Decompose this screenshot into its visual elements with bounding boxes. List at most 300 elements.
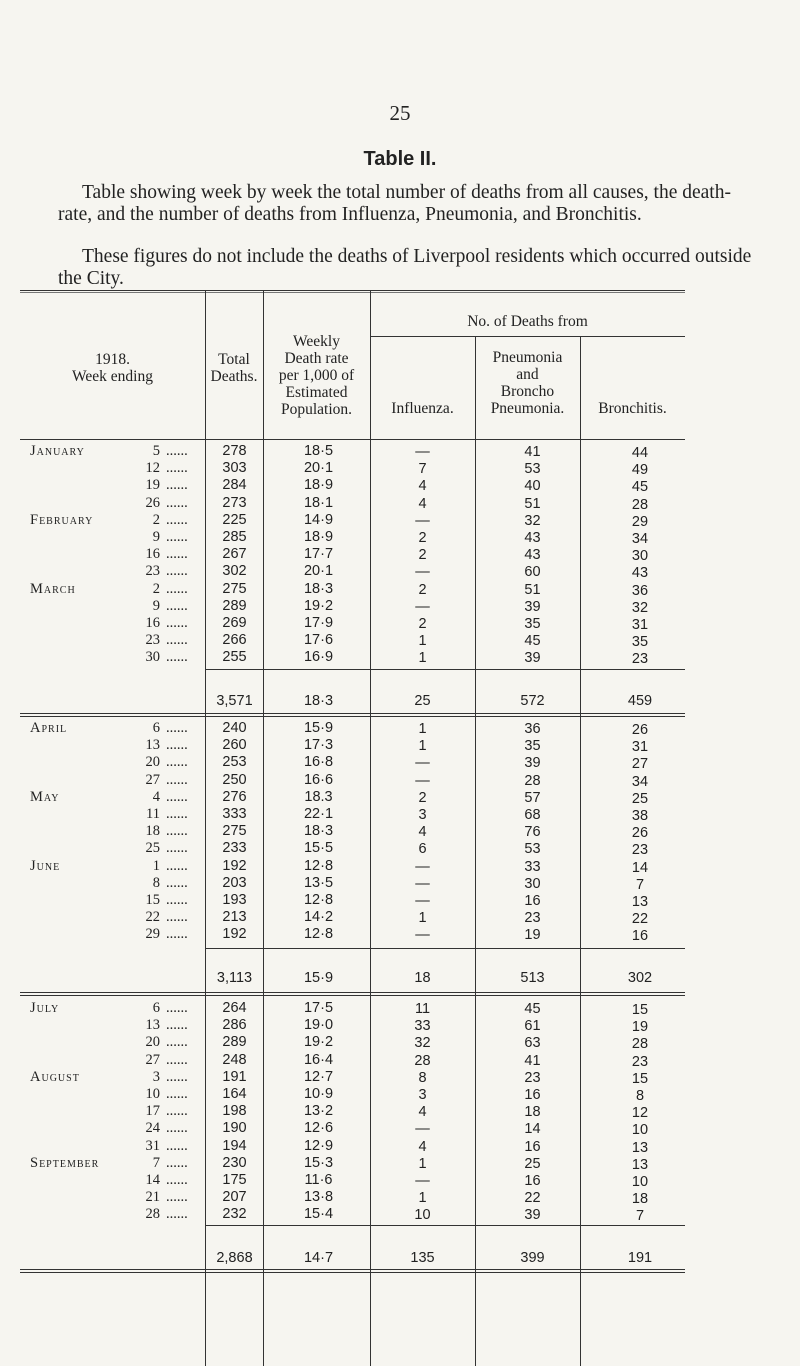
pneumonia-deaths: 53 bbox=[524, 841, 541, 858]
table-row bbox=[20, 754, 685, 772]
q2-sum-bottom2 bbox=[20, 995, 685, 996]
leader-dots: ...... bbox=[166, 597, 188, 614]
leader-dots: ...... bbox=[166, 511, 188, 528]
total-deaths: 285 bbox=[222, 529, 247, 545]
table-row bbox=[20, 789, 685, 807]
bronchitis-deaths: 14 bbox=[631, 859, 649, 876]
death-rate: 19·0 bbox=[303, 1017, 334, 1034]
influenza-deaths: 1 bbox=[418, 910, 427, 927]
table-row bbox=[20, 632, 685, 650]
influenza-deaths: 4 bbox=[418, 1104, 427, 1121]
leader-dots: ...... bbox=[166, 806, 188, 822]
week-day: 16 bbox=[145, 615, 160, 631]
bronchitis-deaths: 31 bbox=[631, 617, 649, 633]
bronchitis-deaths: 13 bbox=[631, 1156, 649, 1173]
week-day: 14 bbox=[145, 1172, 160, 1188]
pneumonia-deaths: 33 bbox=[524, 858, 541, 875]
bronchitis-deaths: 15 bbox=[631, 1002, 649, 1018]
week-day: 23 bbox=[145, 563, 160, 580]
influenza-deaths: — bbox=[415, 858, 430, 875]
week-day: 4 bbox=[152, 788, 160, 805]
influenza-deaths: 2 bbox=[418, 530, 427, 546]
influenza-deaths: 2 bbox=[418, 616, 427, 632]
header-rate-line4: Estimated bbox=[285, 384, 348, 401]
pneumonia-deaths: 76 bbox=[524, 824, 541, 841]
pneumonia-deaths: 16 bbox=[524, 893, 541, 909]
table-row bbox=[20, 615, 685, 633]
death-rate: 14·2 bbox=[303, 909, 334, 926]
death-rate: 13·8 bbox=[303, 1189, 334, 1206]
influenza-deaths: — bbox=[415, 875, 430, 892]
influenza-deaths: — bbox=[415, 564, 430, 581]
influenza-deaths: — bbox=[415, 444, 430, 460]
death-rate: 12·7 bbox=[303, 1068, 334, 1085]
table-body bbox=[20, 0, 685, 1364]
bronchitis-deaths: 10 bbox=[631, 1174, 649, 1190]
week-day: 25 bbox=[145, 840, 160, 857]
total-deaths: 253 bbox=[222, 754, 247, 771]
bronchitis-deaths-total: 459 bbox=[627, 692, 653, 709]
pneumonia-deaths: 61 bbox=[524, 1018, 541, 1035]
total-deaths: 264 bbox=[222, 1000, 247, 1016]
total-deaths: 191 bbox=[222, 1068, 247, 1085]
quarter-total-row bbox=[20, 693, 685, 711]
week-day: 13 bbox=[145, 737, 160, 754]
total-deaths: 269 bbox=[222, 615, 247, 631]
influenza-deaths: — bbox=[415, 1121, 430, 1138]
leader-dots: ...... bbox=[166, 477, 188, 494]
q2-sum-bottom bbox=[20, 992, 685, 993]
bronchitis-deaths: 26 bbox=[631, 722, 649, 738]
total-deaths: 190 bbox=[222, 1120, 247, 1137]
table-row bbox=[20, 772, 685, 790]
total-deaths: 232 bbox=[222, 1206, 247, 1223]
leader-dots: ...... bbox=[166, 546, 188, 563]
total-deaths-total: 3,113 bbox=[216, 969, 253, 986]
death-rate: 19·2 bbox=[303, 1034, 334, 1051]
week-day: 2 bbox=[152, 511, 160, 528]
table-row bbox=[20, 581, 685, 599]
pneumonia-deaths: 68 bbox=[524, 807, 541, 823]
total-deaths: 266 bbox=[222, 632, 247, 649]
death-rate-total: 18·3 bbox=[303, 692, 334, 709]
table-title: Table II. bbox=[363, 148, 437, 170]
leader-dots: ...... bbox=[166, 1172, 188, 1188]
header-bronchitis: Bronchitis. bbox=[598, 400, 667, 417]
leader-dots: ...... bbox=[166, 529, 188, 545]
total-deaths: 194 bbox=[222, 1137, 247, 1154]
table-row bbox=[20, 495, 685, 513]
week-day: 20 bbox=[145, 1034, 160, 1051]
week-day: 2 bbox=[152, 580, 160, 597]
bronchitis-deaths: 23 bbox=[631, 842, 649, 859]
leader-dots: ...... bbox=[166, 1120, 188, 1137]
leader-dots: ...... bbox=[166, 494, 188, 511]
bronchitis-deaths: 16 bbox=[631, 928, 649, 945]
table-row bbox=[20, 1155, 685, 1173]
week-month: May bbox=[30, 788, 60, 805]
week-day: 6 bbox=[152, 1000, 160, 1016]
death-rate: 18.3 bbox=[304, 788, 333, 805]
week-day: 22 bbox=[145, 909, 160, 926]
pneumonia-deaths: 39 bbox=[524, 1207, 541, 1224]
death-rate: 11·6 bbox=[304, 1172, 333, 1188]
table-row bbox=[20, 875, 685, 893]
pneumonia-deaths: 39 bbox=[524, 650, 541, 667]
influenza-deaths: — bbox=[415, 893, 430, 909]
week-day: 24 bbox=[145, 1120, 160, 1137]
pneumonia-deaths: 53 bbox=[524, 461, 541, 478]
week-month: June bbox=[30, 857, 61, 874]
bronchitis-deaths: 8 bbox=[635, 1088, 645, 1104]
table-row bbox=[20, 649, 685, 667]
pneumonia-deaths: 51 bbox=[524, 581, 541, 598]
week-day: 29 bbox=[145, 926, 160, 943]
bronchitis-deaths-total: 302 bbox=[627, 969, 653, 986]
week-month: July bbox=[30, 1000, 60, 1016]
pneumonia-deaths: 40 bbox=[524, 478, 541, 495]
influenza-deaths: 4 bbox=[418, 824, 427, 841]
quarter-total-row bbox=[20, 970, 685, 988]
header-total-line1: Total bbox=[218, 351, 250, 368]
death-rate: 17·9 bbox=[303, 615, 334, 631]
leader-dots: ...... bbox=[166, 1137, 188, 1154]
total-deaths: 276 bbox=[222, 788, 247, 805]
week-day: 9 bbox=[152, 529, 160, 545]
week-month: August bbox=[30, 1068, 80, 1085]
week-day: 12 bbox=[145, 460, 160, 477]
bronchitis-deaths: 7 bbox=[635, 876, 645, 893]
leader-dots: ...... bbox=[166, 1154, 188, 1171]
week-day: 31 bbox=[145, 1137, 160, 1154]
week-day: 11 bbox=[146, 806, 160, 822]
table-row bbox=[20, 926, 685, 944]
header-week-label: Week ending bbox=[72, 368, 153, 385]
week-month: February bbox=[30, 511, 94, 528]
table-row bbox=[20, 1120, 685, 1138]
pneumonia-deaths: 14 bbox=[524, 1121, 541, 1138]
bronchitis-deaths: 13 bbox=[631, 894, 649, 910]
bronchitis-deaths: 43 bbox=[631, 565, 649, 582]
table-row bbox=[20, 720, 685, 738]
bronchitis-deaths-total: 191 bbox=[627, 1249, 653, 1266]
header-rate-line2: Death rate bbox=[284, 350, 349, 367]
q3-sum-top bbox=[205, 1225, 685, 1226]
pneumonia-deaths: 41 bbox=[524, 1052, 541, 1069]
table-row bbox=[20, 806, 685, 824]
leader-dots: ...... bbox=[166, 632, 188, 649]
table-row bbox=[20, 840, 685, 858]
bronchitis-deaths: 23 bbox=[631, 651, 649, 668]
bronchitis-deaths: 7 bbox=[635, 1208, 645, 1225]
death-rate: 18·3 bbox=[303, 823, 334, 840]
pneumonia-deaths: 36 bbox=[524, 721, 541, 737]
influenza-deaths: 1 bbox=[418, 1190, 427, 1207]
influenza-deaths: 2 bbox=[418, 789, 427, 806]
influenza-deaths: 4 bbox=[418, 478, 427, 495]
total-deaths: 303 bbox=[222, 460, 247, 477]
leader-dots: ...... bbox=[166, 1086, 188, 1102]
week-day: 8 bbox=[152, 874, 160, 891]
death-rate: 16·8 bbox=[303, 754, 334, 771]
table-note: These figures do not include the deaths of Liverpool residents which occurred outside the City. bbox=[58, 246, 752, 289]
week-month: April bbox=[30, 720, 68, 736]
bronchitis-deaths: 36 bbox=[631, 582, 649, 599]
week-month: January bbox=[30, 443, 85, 459]
pneumonia-deaths: 45 bbox=[524, 1001, 541, 1017]
death-rate: 17·5 bbox=[303, 1000, 334, 1016]
week-day: 6 bbox=[152, 720, 160, 736]
table-row bbox=[20, 1172, 685, 1190]
pneumonia-deaths: 45 bbox=[524, 633, 541, 650]
table-row bbox=[20, 1069, 685, 1087]
leader-dots: ...... bbox=[166, 874, 188, 891]
bronchitis-deaths: 28 bbox=[631, 1036, 649, 1053]
death-rate: 20·1 bbox=[303, 460, 334, 477]
influenza-deaths: — bbox=[415, 927, 430, 944]
influenza-deaths: — bbox=[415, 755, 430, 772]
q3-sum-bottom bbox=[20, 1269, 685, 1270]
death-rate: 12·6 bbox=[303, 1120, 334, 1137]
week-month: September bbox=[30, 1154, 100, 1171]
table-row bbox=[20, 1206, 685, 1224]
death-rate: 22·1 bbox=[303, 806, 334, 822]
influenza-deaths-total: 135 bbox=[410, 1249, 435, 1266]
header-week-year: 1918. bbox=[95, 351, 130, 368]
bronchitis-deaths: 30 bbox=[631, 548, 649, 565]
leader-dots: ...... bbox=[166, 1000, 188, 1016]
pneumonia-deaths: 28 bbox=[524, 772, 541, 789]
total-deaths: 289 bbox=[222, 1034, 247, 1051]
death-rate: 18·9 bbox=[303, 477, 334, 494]
table-row bbox=[20, 823, 685, 841]
week-day: 17 bbox=[145, 1103, 160, 1120]
bronchitis-deaths: 15 bbox=[631, 1070, 649, 1087]
bronchitis-deaths: 38 bbox=[631, 808, 649, 824]
influenza-deaths: 2 bbox=[418, 581, 427, 598]
q2-sum-top bbox=[205, 948, 685, 949]
pneumonia-deaths: 19 bbox=[524, 927, 541, 944]
total-deaths: 289 bbox=[222, 597, 247, 614]
pneumonia-deaths: 57 bbox=[524, 789, 541, 806]
total-deaths: 250 bbox=[222, 771, 247, 788]
bronchitis-deaths: 44 bbox=[631, 445, 649, 461]
death-rate: 18·9 bbox=[303, 529, 334, 545]
total-deaths: 192 bbox=[222, 857, 247, 874]
q1-sum-bottom bbox=[20, 713, 685, 714]
week-day: 30 bbox=[145, 649, 160, 666]
leader-dots: ...... bbox=[166, 1206, 188, 1223]
pneumonia-deaths: 60 bbox=[524, 564, 541, 581]
leader-dots: ...... bbox=[166, 580, 188, 597]
week-day: 1 bbox=[152, 857, 160, 874]
pneumonia-deaths: 16 bbox=[524, 1138, 541, 1155]
table-row bbox=[20, 477, 685, 495]
leader-dots: ...... bbox=[166, 771, 188, 788]
bronchitis-deaths: 18 bbox=[631, 1191, 649, 1208]
death-rate: 20·1 bbox=[303, 563, 334, 580]
total-deaths: 284 bbox=[222, 477, 247, 494]
total-deaths: 203 bbox=[222, 874, 247, 891]
influenza-deaths: 3 bbox=[418, 807, 427, 823]
header-pneumonia-line2: and bbox=[516, 366, 539, 383]
table-row bbox=[20, 443, 685, 461]
pneumonia-deaths: 51 bbox=[524, 495, 541, 512]
death-rate: 15·5 bbox=[303, 840, 334, 857]
pneumonia-deaths: 23 bbox=[524, 1069, 541, 1086]
table-row bbox=[20, 858, 685, 876]
influenza-deaths: — bbox=[415, 512, 430, 529]
table-row bbox=[20, 512, 685, 530]
death-rate: 17·7 bbox=[303, 546, 334, 563]
bronchitis-deaths: 35 bbox=[631, 634, 649, 651]
header-group: No. of Deaths from bbox=[467, 313, 588, 330]
total-deaths: 198 bbox=[222, 1103, 247, 1120]
death-rate: 18·3 bbox=[303, 580, 334, 597]
total-deaths: 233 bbox=[222, 840, 247, 857]
bronchitis-deaths: 45 bbox=[631, 479, 649, 496]
table-row bbox=[20, 1034, 685, 1052]
influenza-deaths: 28 bbox=[414, 1052, 431, 1069]
death-rate: 10·9 bbox=[303, 1086, 334, 1102]
week-day: 27 bbox=[145, 771, 160, 788]
bronchitis-deaths: 49 bbox=[631, 462, 649, 479]
leader-dots: ...... bbox=[166, 615, 188, 631]
header-rate-line1: Weekly bbox=[293, 333, 340, 350]
influenza-deaths: 1 bbox=[418, 721, 427, 737]
table-row bbox=[20, 529, 685, 547]
leader-dots: ...... bbox=[166, 443, 188, 459]
table-row bbox=[20, 1086, 685, 1104]
influenza-deaths: 4 bbox=[418, 1138, 427, 1155]
week-month: March bbox=[30, 580, 76, 597]
table-row bbox=[20, 1103, 685, 1121]
bronchitis-deaths: 28 bbox=[631, 496, 649, 513]
death-rate: 13·2 bbox=[303, 1103, 334, 1120]
total-deaths-total: 3,571 bbox=[216, 692, 253, 709]
total-deaths-total: 2,868 bbox=[216, 1249, 253, 1266]
pneumonia-deaths-total: 399 bbox=[520, 1249, 545, 1266]
table-description: Table showing week by week the total number of deaths from all causes, the death-rate, and the number of deaths from Influenza, Pneumonia, and Bronchitis. bbox=[58, 182, 731, 225]
q1-sum-top bbox=[205, 669, 685, 670]
week-day: 3 bbox=[152, 1068, 160, 1085]
table-row bbox=[20, 1017, 685, 1035]
death-rate: 16·4 bbox=[303, 1051, 334, 1068]
total-deaths: 164 bbox=[222, 1086, 247, 1102]
total-deaths: 286 bbox=[222, 1017, 247, 1034]
leader-dots: ...... bbox=[166, 1068, 188, 1085]
week-day: 26 bbox=[145, 494, 160, 511]
bronchitis-deaths: 13 bbox=[631, 1139, 649, 1156]
leader-dots: ...... bbox=[166, 563, 188, 580]
total-deaths: 278 bbox=[222, 443, 247, 459]
influenza-deaths: 4 bbox=[418, 495, 427, 512]
total-deaths: 275 bbox=[222, 580, 247, 597]
leader-dots: ...... bbox=[166, 1017, 188, 1034]
bronchitis-deaths: 34 bbox=[631, 531, 649, 547]
pneumonia-deaths: 41 bbox=[524, 444, 541, 460]
death-rate: 15·3 bbox=[303, 1154, 334, 1171]
header-rate-line3: per 1,000 of bbox=[278, 367, 355, 384]
table-row bbox=[20, 1000, 685, 1018]
total-deaths: 302 bbox=[222, 563, 247, 580]
week-day: 16 bbox=[145, 546, 160, 563]
table-row bbox=[20, 909, 685, 927]
bronchitis-deaths: 10 bbox=[631, 1122, 649, 1139]
leader-dots: ...... bbox=[166, 892, 188, 908]
leader-dots: ...... bbox=[166, 909, 188, 926]
influenza-deaths: 6 bbox=[418, 841, 427, 858]
pneumonia-deaths: 30 bbox=[524, 875, 541, 892]
week-day: 9 bbox=[152, 597, 160, 614]
death-rate-total: 14·7 bbox=[303, 1249, 334, 1266]
total-deaths: 240 bbox=[222, 720, 247, 736]
leader-dots: ...... bbox=[166, 1051, 188, 1068]
total-deaths: 192 bbox=[222, 926, 247, 943]
total-deaths: 207 bbox=[222, 1189, 247, 1206]
header-pneumonia-line4: Pneumonia. bbox=[490, 400, 565, 417]
total-deaths: 273 bbox=[222, 494, 247, 511]
death-rate: 18·5 bbox=[303, 443, 334, 459]
header-pneumonia-line3: Broncho bbox=[500, 383, 555, 400]
bronchitis-deaths: 25 bbox=[631, 790, 649, 807]
influenza-deaths: 10 bbox=[414, 1207, 431, 1224]
pneumonia-deaths: 43 bbox=[524, 530, 541, 546]
influenza-deaths: 1 bbox=[418, 650, 427, 667]
death-rate: 14·9 bbox=[303, 511, 334, 528]
week-day: 5 bbox=[152, 443, 160, 459]
pneumonia-deaths: 39 bbox=[524, 755, 541, 772]
table-row bbox=[20, 737, 685, 755]
total-deaths: 225 bbox=[222, 511, 247, 528]
death-rate: 12·8 bbox=[303, 857, 334, 874]
week-day: 20 bbox=[145, 754, 160, 771]
quarter-total-row bbox=[20, 1250, 685, 1268]
week-day: 27 bbox=[145, 1051, 160, 1068]
death-rate-total: 15·9 bbox=[303, 969, 334, 986]
influenza-deaths: — bbox=[415, 772, 430, 789]
bronchitis-deaths: 23 bbox=[631, 1053, 649, 1070]
influenza-deaths: 1 bbox=[418, 738, 427, 755]
influenza-deaths: 1 bbox=[418, 633, 427, 650]
total-deaths: 260 bbox=[222, 737, 247, 754]
total-deaths: 175 bbox=[222, 1172, 247, 1188]
influenza-deaths: 33 bbox=[414, 1018, 431, 1035]
header-total-line2: Deaths. bbox=[210, 368, 258, 385]
total-deaths: 267 bbox=[222, 546, 247, 563]
bronchitis-deaths: 32 bbox=[631, 599, 649, 616]
leader-dots: ...... bbox=[166, 737, 188, 754]
total-deaths: 255 bbox=[222, 649, 247, 666]
total-deaths: 193 bbox=[222, 892, 247, 908]
table-row bbox=[20, 598, 685, 616]
leader-dots: ...... bbox=[166, 823, 188, 840]
death-rate: 15·4 bbox=[303, 1206, 334, 1223]
pneumonia-deaths: 16 bbox=[524, 1173, 541, 1189]
leader-dots: ...... bbox=[166, 649, 188, 666]
death-rate: 16·6 bbox=[303, 771, 334, 788]
table-row bbox=[20, 1189, 685, 1207]
pneumonia-deaths-total: 513 bbox=[520, 969, 545, 986]
week-day: 18 bbox=[145, 823, 160, 840]
pneumonia-deaths: 63 bbox=[524, 1035, 541, 1052]
pneumonia-deaths: 23 bbox=[524, 910, 541, 927]
week-day: 15 bbox=[145, 892, 160, 908]
leader-dots: ...... bbox=[166, 788, 188, 805]
pneumonia-deaths: 16 bbox=[524, 1087, 541, 1103]
influenza-deaths: 8 bbox=[418, 1069, 427, 1086]
table-row bbox=[20, 546, 685, 564]
